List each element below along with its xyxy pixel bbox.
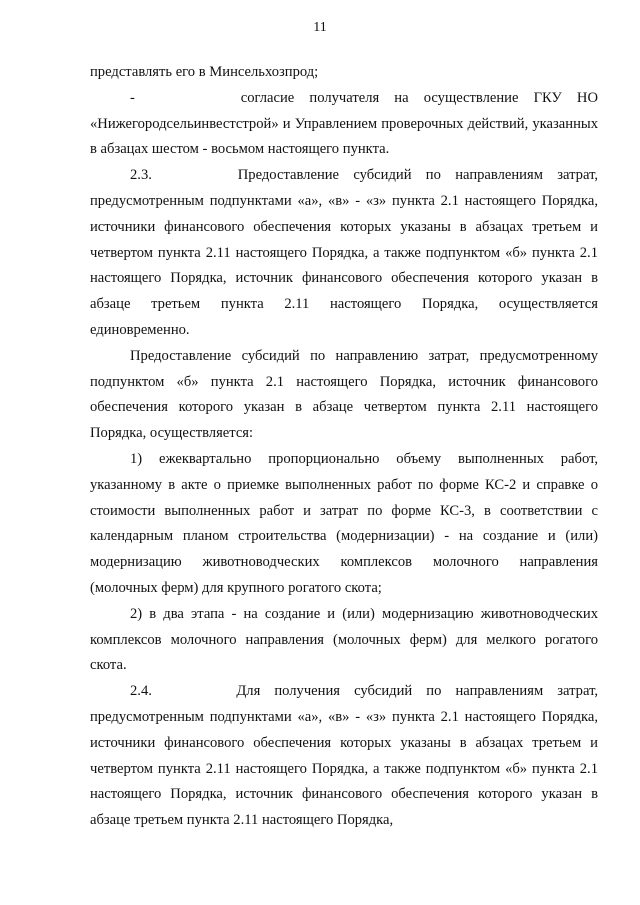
paragraph-list-item-2: 2) в два этапа - на создание и (или) модернизацию животноводческих комплексов молочного направления (молочных ферм) для мелкого рогатого скота. [90, 605, 598, 674]
paragraph-subsidy-provision: Предоставление субсидий по направлению затрат, предусмотренному подпунктом «б» пункта 2.1 настоящего Порядка, источник финансового обеспечения которого указан в абзаце четвертом пункта 2.11 настоящего Порядка, осуществляется: [90, 347, 598, 442]
paragraph-clause-2-4: 2.4. Для получения субсидий по направлениям затрат, предусмотренным подпунктами «а», «в» - «з» пункта 2.1 настоящего Порядка, источники финансового обеспечения которых указаны в абзацах третьем и четвертом пункта 2.11 настоящего Порядка, а также подпунктом «б» пункта 2.1 настоящего Порядка, источник финансового обеспечения которого указан в абзаце третьем пункта 2.11 настоящего Порядка, [90, 683, 598, 829]
document-body [90, 60, 598, 834]
page-number: 11 [313, 20, 327, 35]
paragraph-continuation: представлять его в Минсельхозпрод; [90, 64, 319, 80]
paragraph-list-item-1: 1) ежеквартально пропорционально объему выполненных работ, указанному в акте о приемке выполненных работ по форме КС-2 и справке о стоимости выполненных работ и затрат по форме КС-3, в соответствии с календарным планом строительства (модернизации) - на создание и (или) модернизацию животноводческих комплексов молочного направления (молочных ферм) для крупного рогатого скота; [90, 450, 598, 596]
paragraph-clause-2-3: 2.3. Предоставление субсидий по направлениям затрат, предусмотренным подпунктами «а», «в» - «з» пункта 2.1 настоящего Порядка, источники финансового обеспечения которых указаны в абзацах третьем и четвертом пункта 2.11 настоящего Порядка, а также подпунктом «б» пункта 2.1 настоящего Порядка, источник финансового обеспечения которого указан в абзаце третьем пункта 2.11 настоящего Порядка, осуществляется единовременно. [90, 167, 598, 338]
paragraph-consent-item: - согласие получателя на осуществление ГКУ НО «Нижегородсельинвестстрой» и Управлением проверочных действий, указанных в абзацах шестом - восьмом настоящего пункта. [90, 89, 598, 158]
